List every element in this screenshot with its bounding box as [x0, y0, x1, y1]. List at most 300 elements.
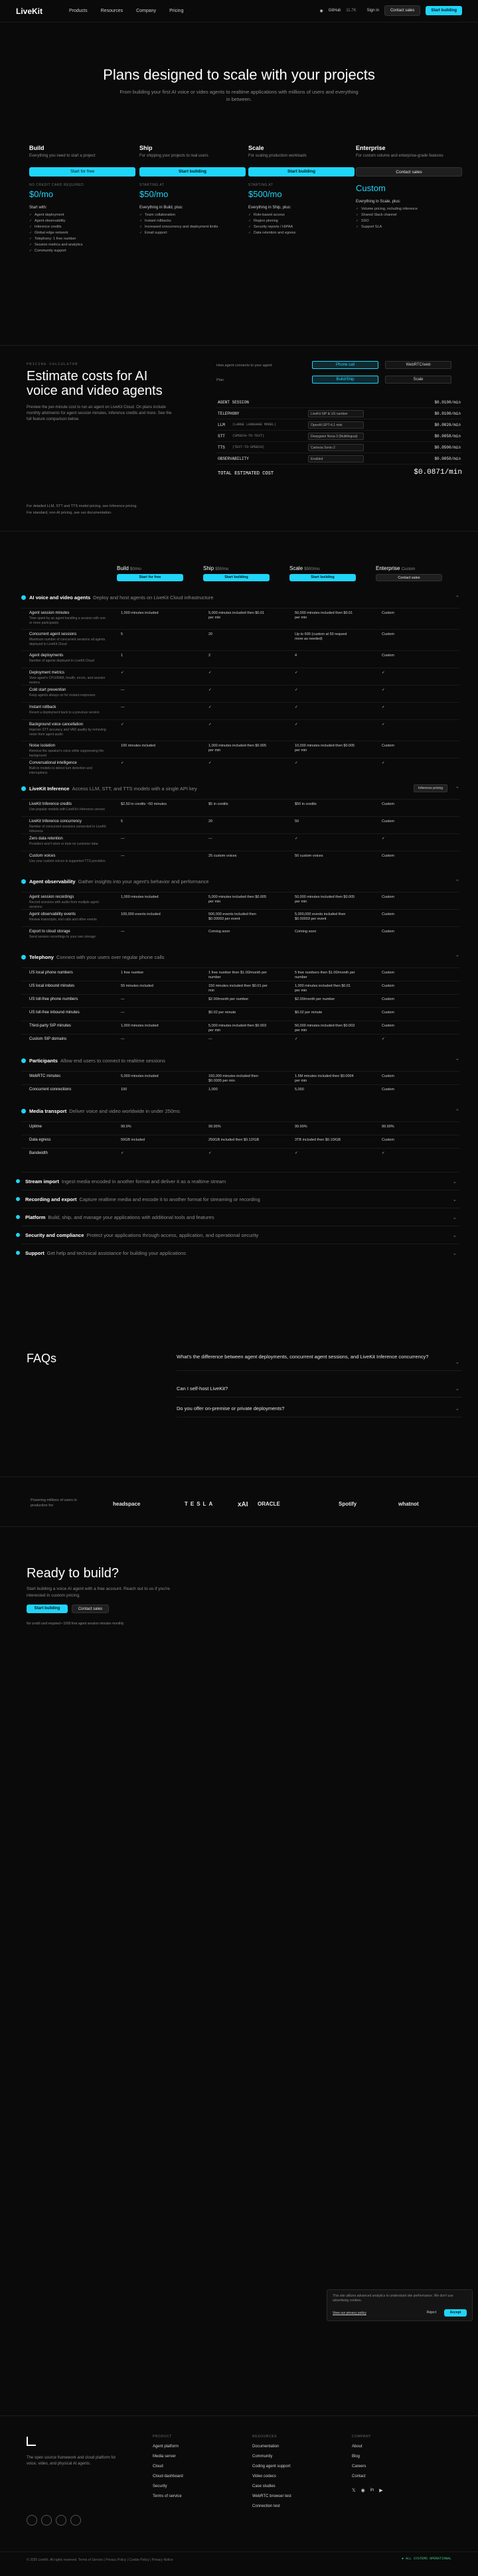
plan-desc: For shipping your projects to real users	[139, 154, 208, 158]
signin-link[interactable]: Sign in	[366, 9, 379, 13]
plan-name: Ship	[139, 145, 153, 151]
compare-plan-name: Ship	[203, 565, 214, 571]
feature-cell: 50	[295, 820, 299, 823]
feature-cell: 50 minutes included	[121, 984, 153, 988]
top-nav	[0, 0, 478, 23]
plan-card-scale	[248, 145, 355, 304]
section-desc: Access LLM, STT, and TTS models with a single API key	[72, 786, 197, 792]
section-icon	[21, 786, 26, 791]
feature-label: US toll-free phone numbers	[29, 997, 78, 1001]
iso-badge-icon	[70, 2515, 81, 2526]
compare-contact-sales-button[interactable]: Contact sales	[376, 574, 442, 581]
feature-cell: 1,000 minutes included	[121, 895, 159, 899]
feature-cell: Up to 600 (custom at 50 request more as needed)	[295, 632, 347, 642]
section-title: Participants	[29, 1058, 58, 1064]
feature-desc: Built-in models to detect turn detection and interruptions	[29, 766, 92, 775]
footer-col-resources	[252, 2435, 291, 2508]
feature-row	[21, 1071, 459, 1084]
feature-cell: Custom	[382, 820, 394, 823]
section-desc: Protect your applications through access, application, and operational security	[86, 1232, 259, 1238]
cta-body: Start building a voice AI agent with a free account. Reach out to us if you're interested in custom pricing.	[27, 1587, 170, 1598]
chevron-down-icon: ⌄	[452, 1232, 457, 1238]
feature-cell: 100	[121, 1088, 127, 1092]
plan-feature-list	[139, 213, 246, 235]
section-collapsed-recording-and-export[interactable]	[21, 1190, 459, 1207]
feature-cell: $2.00/month per number	[208, 997, 249, 1001]
faq-item[interactable]	[177, 1400, 462, 1417]
feature-cell: Coming soon	[208, 930, 230, 934]
feature-cell: 5,000,000 events included then $0.00003 per event	[295, 912, 346, 922]
llm-select[interactable]: OpenAI GPT-4.1 mini	[308, 421, 364, 429]
plan-card-enterprise	[356, 145, 462, 304]
footer-link[interactable]: Blog	[352, 2455, 360, 2459]
compare-plan-scale	[289, 565, 369, 581]
cookie-policy-link[interactable]: View our privacy policy	[333, 2311, 366, 2315]
page-title: Plans designed to scale with your projects	[103, 66, 375, 83]
footer-col-heading: RESOURCES	[252, 2435, 278, 2439]
plan-feature: ✓ Increased concurrency and deployment limits	[139, 225, 246, 229]
feature-row	[21, 1121, 459, 1135]
telephony-select[interactable]: LiveKit SIP & US number	[308, 410, 364, 417]
footer-link[interactable]: Security	[153, 2484, 167, 2488]
calc-row-observability	[216, 453, 462, 465]
plan-feature: ✓ Security reports / HIPAA	[248, 225, 355, 229]
faq-title: FAQs	[27, 1352, 57, 1365]
plan-price: $0/mo	[29, 189, 54, 199]
divider	[0, 1476, 478, 1477]
footer-link[interactable]: Community	[252, 2455, 273, 2459]
feature-cell: 1,000 minutes included	[121, 1024, 159, 1028]
footer-link[interactable]: About	[352, 2445, 362, 2449]
feature-label: US local inbound minutes	[29, 984, 75, 988]
feature-cell: 20	[208, 632, 213, 636]
cookie-reject-button[interactable]: Reject	[426, 2311, 437, 2315]
feature-cell: ✓	[121, 1151, 124, 1155]
feature-desc: Number of agents deployed to LiveKit Cloud	[29, 659, 94, 663]
feature-cell: Custom	[382, 997, 394, 1001]
connect-question: How agent connects to your agent	[216, 364, 272, 368]
feature-row	[21, 1034, 459, 1047]
github-label[interactable]: GitHub	[328, 9, 341, 13]
feature-cell: ✓	[208, 688, 212, 692]
feature-label: Third-party SIP minutes	[29, 1024, 71, 1028]
feature-row	[21, 799, 459, 816]
compare-start-building-button[interactable]: Start building	[289, 574, 356, 581]
feature-row	[21, 981, 459, 994]
section-title: Agent observability	[29, 879, 76, 885]
feature-name	[29, 854, 109, 864]
youtube-icon[interactable]: ▶	[379, 2488, 383, 2493]
feature-row	[21, 851, 459, 868]
footer-col-company	[352, 2435, 383, 2493]
section-icon	[16, 1251, 20, 1255]
faq-question: Do you offer on-premise or private deployments?	[177, 1405, 285, 1411]
section-title: LiveKit Inference	[29, 786, 70, 792]
footer-link[interactable]: Cloud dashboard	[153, 2474, 183, 2478]
phone-call-option[interactable]	[312, 361, 378, 369]
section-title: Media transport	[29, 1108, 67, 1114]
feature-desc: Time spent by an agent handling a session with one or more participants	[29, 616, 106, 625]
compare-start-free-button[interactable]: Start for free	[117, 574, 183, 581]
calculator-foot-2: For standard, non-AI pricing, see our documentation.	[27, 511, 112, 515]
divider	[0, 1526, 478, 1527]
faq-question: Can I self-host LiveKit?	[177, 1386, 228, 1392]
feature-row	[21, 816, 459, 833]
calc-value: $0.0100/min	[434, 411, 461, 416]
feature-cell: ✓	[382, 705, 385, 709]
feature-row	[21, 685, 459, 702]
feature-cell: Custom	[382, 1138, 394, 1142]
faq-question: What's the difference between agent deployments, concurrent agent sessions, and LiveKit Inference concurrency?	[177, 1354, 429, 1360]
total-value: $0.0871/min	[414, 468, 462, 476]
feature-cell: Custom	[382, 912, 394, 916]
feature-cell: 1,000 minutes included then $0.01 per min	[295, 984, 351, 993]
feature-label: Custom voices	[29, 854, 56, 858]
section-desc: Gather insights into your agent's behavior and performance	[78, 879, 209, 885]
feature-cell: Custom	[382, 654, 394, 658]
section-icon	[21, 879, 26, 884]
footer-link[interactable]: Terms of service	[153, 2494, 182, 2498]
divider	[0, 531, 478, 532]
footer-link[interactable]: Contact	[352, 2474, 366, 2478]
feature-cell: Custom	[382, 854, 394, 858]
section-collapsed-security-and-compliance[interactable]	[21, 1226, 459, 1243]
calc-desc: (SPEECH-TO-TEXT)	[232, 434, 265, 438]
feature-name	[29, 820, 109, 834]
feature-cell: 250GB included then $0.12/GB	[208, 1138, 260, 1142]
feature-cell: Custom	[382, 971, 394, 975]
feature-cell: —	[121, 854, 125, 858]
feature-row	[21, 1135, 459, 1148]
feature-label: Cold start prevention	[29, 688, 66, 692]
calculator-tag: PRICING CALCULATOR	[27, 362, 78, 366]
feature-label: Bandwidth	[29, 1151, 48, 1155]
hipaa-badge-icon	[56, 2515, 66, 2526]
cookie-banner	[327, 2289, 473, 2321]
footer-logo-icon[interactable]	[27, 2437, 36, 2446]
section-desc: Ingest media encoded in another format and deliver it as a realtime stream	[61, 1179, 226, 1184]
plan-price-label: STARTING AT	[248, 183, 274, 187]
feature-cell: Custom	[382, 1074, 394, 1078]
feature-cell: ✓	[382, 761, 385, 765]
feature-cell: ✓	[208, 1151, 212, 1155]
footer-link[interactable]: Coding agent support	[252, 2465, 291, 2469]
feature-desc: View agent's CPU/RAM, health, errors, and session metrics	[29, 676, 106, 685]
section-icon	[16, 1197, 20, 1201]
calc-row-llm	[216, 419, 462, 431]
feature-label: WebRTC minutes	[29, 1074, 61, 1078]
feature-row	[21, 1084, 459, 1098]
feature-name	[29, 705, 109, 715]
section-title: Security and compliance	[25, 1232, 84, 1238]
feature-cell: 1	[121, 654, 123, 658]
section-header-livekit-inference[interactable]	[21, 786, 459, 798]
feature-desc: Record sessions with audio from multiple agent sessions	[29, 900, 99, 909]
feature-desc: Keep agents always on for instant responses	[29, 693, 96, 697]
feature-row	[21, 1148, 459, 1161]
feature-label: US local phone numbers	[29, 971, 73, 975]
feature-name	[29, 802, 109, 812]
linkedin-icon[interactable]: in	[370, 2488, 374, 2492]
feature-cell: ✓	[121, 723, 124, 727]
footer-link[interactable]: Connection test	[252, 2504, 280, 2508]
plan-feature: ✓ Role-based access	[248, 213, 355, 217]
x-icon[interactable]: 𝕏	[352, 2488, 356, 2493]
feature-desc: Revert a deployment back to a previous version	[29, 711, 100, 715]
divider	[0, 2551, 478, 2552]
section-desc: Capture realtime media and encode it to another format for streaming or recording	[79, 1196, 260, 1202]
compare-plan-ship	[203, 565, 283, 581]
footer-link[interactable]: Careers	[352, 2465, 366, 2469]
github-icon[interactable]: ◉	[319, 9, 323, 13]
total-label: TOTAL ESTIMATED COST	[218, 471, 274, 476]
footer-link[interactable]: Case studies	[252, 2484, 276, 2488]
feature-name	[29, 1125, 109, 1129]
status-dot-icon: ●	[401, 2557, 404, 2561]
calc-value: $0.0100/min	[434, 400, 461, 405]
plan-card-build	[29, 145, 135, 304]
section-icon	[21, 595, 26, 600]
start-building-button[interactable]: Start building	[426, 6, 462, 15]
nav-resources[interactable]: Resources	[100, 9, 123, 13]
compare-plan-name: Build	[117, 565, 129, 571]
feature-name	[29, 1074, 109, 1078]
faq-item[interactable]	[177, 1380, 462, 1397]
feature-cell: 5,000	[295, 1088, 304, 1092]
plan-feature: ✓ Volume pricing, including inference	[356, 207, 462, 211]
feature-row	[21, 719, 459, 741]
feature-cell: 10,000 minutes included then $0.005 per min	[295, 744, 355, 753]
feature-row	[21, 1021, 459, 1034]
feature-cell: 99.9%	[121, 1125, 131, 1129]
logos-caption: Powering millions of users in production for:	[31, 1498, 77, 1508]
divider	[0, 2415, 478, 2416]
compare-plan-price: $0/mo	[130, 567, 141, 571]
feature-cell: Custom	[382, 1088, 394, 1092]
cta-contact-sales-button[interactable]: Contact sales	[72, 1605, 109, 1613]
feature-cell: ✓	[295, 723, 298, 727]
chevron-up-icon: ⌃	[455, 1058, 459, 1064]
feature-label: Instant rollback	[29, 705, 56, 709]
plan-price-label: STARTING AT	[139, 183, 165, 187]
feature-cell: ✓	[382, 671, 385, 675]
feature-name	[29, 1088, 109, 1092]
start-building-button[interactable]: Start building	[139, 167, 246, 177]
feature-label: Custom SIP domains	[29, 1037, 67, 1041]
certification-badges	[27, 2515, 81, 2526]
feature-cell: Custom	[382, 1024, 394, 1028]
observability-select[interactable]: Enabled	[308, 455, 364, 463]
divider	[0, 345, 478, 346]
calc-key: TTS	[218, 445, 225, 450]
feature-cell: 1 free number	[121, 971, 144, 975]
footer-col-product	[153, 2435, 183, 2498]
feature-row	[21, 702, 459, 719]
chevron-up-icon: ⌃	[455, 1108, 459, 1114]
plan-card-ship	[139, 145, 246, 304]
feature-row	[21, 1007, 459, 1021]
tesla-logo: TESLA	[185, 1501, 216, 1507]
plan-feature: ✓ Agent observability	[29, 219, 135, 223]
feature-row	[21, 741, 459, 758]
plan-build-ship-option[interactable]	[312, 376, 378, 384]
plan-price-label: NO CREDIT CARD REQUIRED	[29, 183, 84, 187]
calc-value: $0.0026/min	[434, 423, 461, 427]
calc-key: OBSERVABILITY	[218, 457, 249, 461]
logo[interactable]: LiveKit	[16, 7, 43, 16]
feature-cell: $50 in credits	[295, 802, 317, 806]
faq-item[interactable]	[177, 1354, 462, 1371]
feature-row	[21, 668, 459, 685]
tts-select[interactable]: Cartesia Sonic-2	[308, 444, 364, 451]
whatnot-logo: whatnot	[398, 1501, 419, 1507]
feature-cell: Custom	[382, 744, 394, 748]
spotify-logo: Spotify	[339, 1501, 357, 1507]
plan-name: Enterprise	[356, 145, 386, 151]
plan-feature: ✓ Instant rollbacks	[139, 219, 246, 223]
chevron-down-icon: ⌄	[455, 1386, 459, 1392]
compare-start-building-button[interactable]: Start building	[203, 574, 270, 581]
contact-sales-button[interactable]: Contact sales	[384, 5, 420, 16]
plan-feature: ✓ Data retention and egress	[248, 231, 355, 235]
footer-col-heading: COMPANY	[352, 2435, 372, 2439]
cta-start-building-button[interactable]: Start building	[27, 1605, 68, 1613]
calc-row-telephony	[216, 408, 462, 419]
section-desc: Get help and technical assistance for building your applications	[46, 1250, 187, 1256]
soc2-badge-icon	[27, 2515, 37, 2526]
footer-tagline: The open source framework and cloud platform for voice, video, and physical AI agents.	[27, 2456, 116, 2466]
feature-label: Agent session recordings	[29, 895, 74, 899]
feature-cell: ✓	[121, 761, 124, 765]
chevron-up-icon: ⌃	[455, 954, 459, 960]
feature-label: Agent session minutes	[29, 611, 70, 615]
feature-cell: ✓	[295, 1037, 298, 1041]
footer-link[interactable]: WebRTC browser test	[252, 2494, 291, 2498]
plan-feature: ✓ Community support	[29, 249, 135, 253]
section-header-participants[interactable]	[21, 1058, 459, 1070]
feature-name	[29, 632, 109, 647]
feature-label: Export to cloud storage	[29, 930, 70, 934]
feature-label: LiveKit Inference concurrency	[29, 820, 82, 823]
start-free-button[interactable]: Start for free	[29, 167, 135, 177]
feature-name	[29, 1151, 109, 1155]
feature-cell: ✓	[208, 671, 212, 675]
plan-feature: ✓ SSO	[356, 219, 462, 223]
feature-row	[21, 758, 459, 775]
compare-plan-name: Enterprise	[376, 565, 400, 571]
feature-label: LiveKit Inference credits	[29, 802, 72, 806]
feature-cell: 100,000 events included	[121, 912, 161, 916]
section-header-telephony[interactable]	[21, 954, 459, 966]
phone-call-label: Phone call	[335, 363, 355, 367]
feature-cell: ✓	[208, 761, 212, 765]
footer-col-heading: PRODUCT	[153, 2435, 172, 2439]
nav-products[interactable]: Products	[69, 9, 88, 13]
feature-desc: Number of concurrent sessions connected to LiveKit Inference	[29, 825, 106, 833]
feature-cell: ✓	[295, 761, 298, 765]
feature-label: Noise isolation	[29, 744, 56, 748]
footer-link[interactable]: Video codecs	[252, 2474, 276, 2478]
feature-cell: 5,000 minutes included then $0.005 per min	[208, 895, 267, 904]
feature-cell: Custom	[382, 611, 394, 615]
section-header-ai-voice-and-video-agents[interactable]	[21, 595, 459, 607]
feature-name	[29, 671, 109, 685]
chevron-down-icon: ⌄	[455, 1359, 459, 1365]
section-icon	[16, 1215, 20, 1219]
feature-cell: 5	[121, 820, 123, 823]
feature-cell: 50,000 minutes included then $0.005 per min	[295, 895, 355, 904]
section-title: Stream import	[25, 1179, 59, 1184]
feature-name	[29, 723, 109, 737]
chevron-down-icon: ⌄	[452, 1196, 457, 1202]
feature-cell: $0.02 per minute	[295, 1011, 323, 1015]
feature-cell: 20	[208, 820, 213, 823]
feature-row	[21, 608, 459, 629]
nav-pricing[interactable]: Pricing	[169, 9, 184, 13]
feature-cell: 4	[295, 654, 297, 658]
github-icon[interactable]: ◉	[360, 2488, 365, 2493]
contact-sales-button[interactable]: Contact sales	[356, 167, 462, 177]
feature-cell: Custom	[382, 1011, 394, 1015]
calc-row-stt	[216, 431, 462, 442]
feature-name	[29, 611, 109, 626]
section-header-agent-observability[interactable]	[21, 879, 459, 891]
section-collapsed-platform[interactable]	[21, 1208, 459, 1225]
oracle-logo: ORACLE	[258, 1501, 280, 1507]
feature-cell: ✓	[382, 1037, 385, 1041]
compare-plan-name: Scale	[289, 565, 303, 571]
stt-select[interactable]: Deepgram Nova-3 (Multilingual)	[308, 433, 364, 440]
feature-cell: 1,000 minutes included	[121, 611, 159, 615]
calc-row-tts	[216, 442, 462, 453]
feature-name	[29, 997, 109, 1001]
section-collapsed-support[interactable]	[21, 1244, 459, 1261]
calc-key: TELEPHONY	[218, 411, 240, 416]
feature-label: Concurrent agent sessions	[29, 632, 77, 636]
cookie-accept-button[interactable]: Accept	[444, 2309, 467, 2317]
plan-scale-option[interactable]	[385, 376, 451, 384]
start-building-button[interactable]: Start building	[248, 167, 355, 177]
feature-cell: 3TB included then $0.10/GB	[295, 1138, 341, 1142]
feature-cell: —	[121, 930, 125, 934]
feature-label: Background voice cancellation	[29, 723, 84, 727]
nav-company[interactable]: Company	[136, 9, 157, 13]
compare-plan-build	[117, 565, 197, 581]
footer-link[interactable]: Agent platform	[153, 2445, 179, 2449]
feature-cell: ✓	[295, 671, 298, 675]
headspace-logo: headspace	[113, 1501, 141, 1507]
feature-desc: Send session recordings to your own storage	[29, 935, 96, 939]
calc-desc: (TEXT-TO-SPEECH)	[232, 445, 265, 449]
section-collapsed-stream-import[interactable]	[21, 1172, 459, 1189]
feature-cell: Custom	[382, 984, 394, 988]
feature-row	[21, 909, 459, 926]
calc-desc: (LARGE LANGUAGE MODEL)	[232, 423, 277, 427]
footer-link[interactable]: Documentation	[252, 2445, 279, 2449]
footer-link[interactable]: Media server	[153, 2455, 176, 2459]
footer-link[interactable]: Cloud	[153, 2465, 163, 2469]
feature-cell: ✓	[295, 705, 298, 709]
nav-right	[319, 5, 462, 16]
webrtc-label: WebRTC/web	[406, 363, 431, 367]
section-header-media-transport[interactable]	[21, 1108, 459, 1120]
system-status[interactable]	[402, 2557, 451, 2561]
webrtc-option[interactable]	[385, 361, 451, 369]
feature-row	[21, 629, 459, 650]
chevron-up-icon: ⌃	[455, 786, 459, 792]
inference-pricing-button[interactable]: Inference pricing	[414, 784, 447, 792]
plan-feature-list	[356, 207, 462, 229]
